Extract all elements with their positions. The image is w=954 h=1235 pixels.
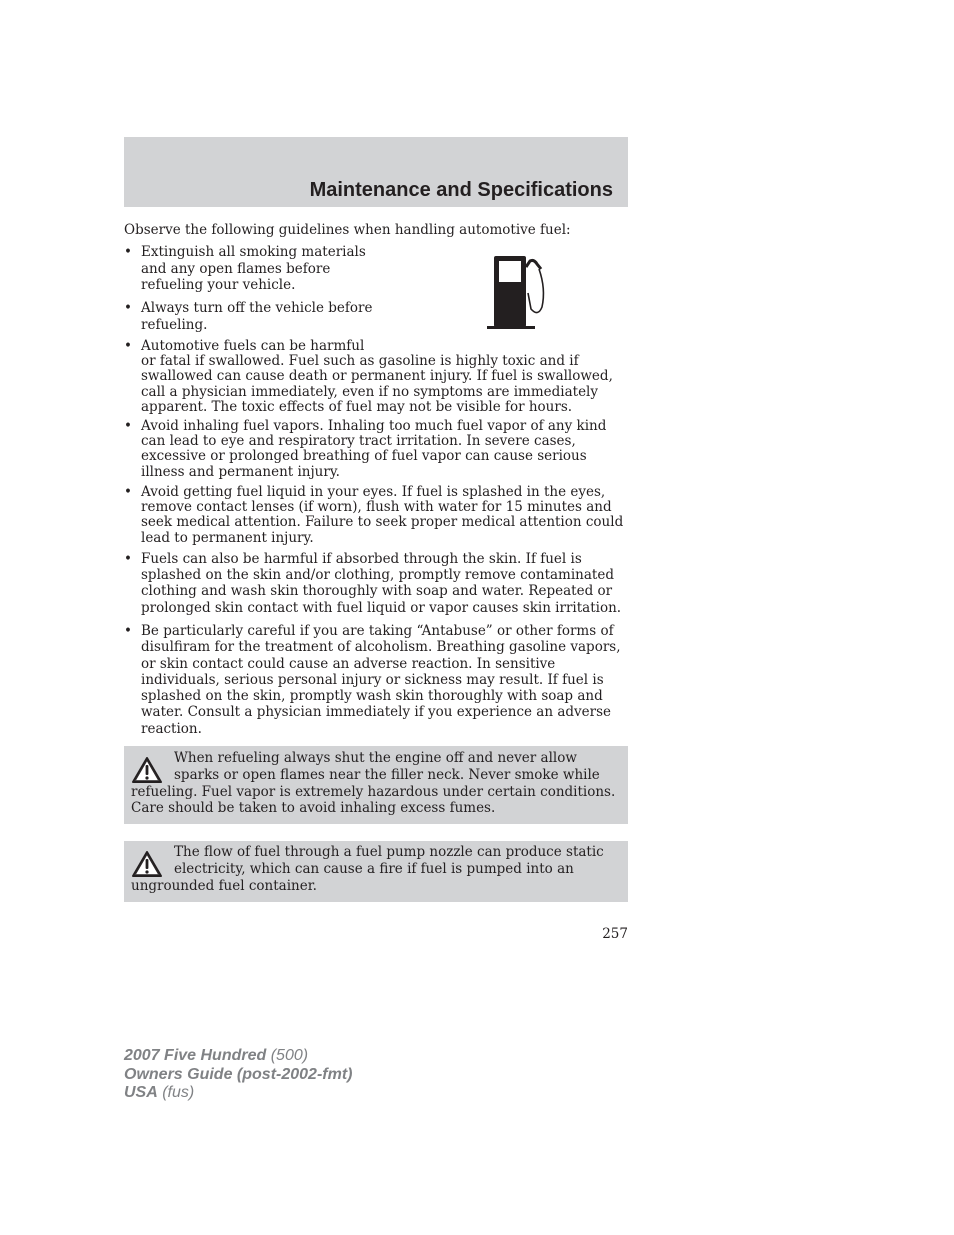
bullet-line: lead to permanent injury. xyxy=(141,529,314,546)
warning-text xyxy=(131,750,615,817)
bullet-item xyxy=(124,419,628,480)
bullet-text xyxy=(141,300,628,333)
warning-line: electricity, which can cause a fire if fuel is pumped into an xyxy=(174,860,574,877)
bullet-item xyxy=(124,485,628,546)
bullet-line: prolonged skin contact with fuel liquid or vapor causes skin irritation. xyxy=(141,599,622,616)
bullet-text xyxy=(141,244,628,294)
bullet-line: call a physician immediately, even if no symptoms are immediately xyxy=(141,383,599,400)
fuel-pump-icon xyxy=(486,255,548,331)
bullet-line: Fuels can also be harmful if absorbed through the skin. If fuel is xyxy=(141,551,582,567)
bullet-line: remove contact lenses (if worn), flush with water for 15 minutes and xyxy=(141,499,612,516)
warning-line: ungrounded fuel container. xyxy=(131,877,317,894)
section-header xyxy=(124,137,628,207)
bullet-line: Always turn off the vehicle before xyxy=(141,300,373,316)
bullet-line: Avoid getting fuel liquid in your eyes. If fuel is splashed in the eyes, xyxy=(141,484,606,500)
bullet-line: refueling your vehicle. xyxy=(141,277,296,293)
bullet-line: reaction. xyxy=(141,720,202,737)
bullet-marker: • xyxy=(124,338,132,354)
warning-line: sparks or open flames near the filler neck. Never smoke while xyxy=(174,766,600,783)
page-number: 257 xyxy=(602,926,628,942)
bullet-item xyxy=(124,339,628,415)
bullet-line: clothing and wash skin thoroughly with soap and water. Repeated or xyxy=(141,583,613,600)
bullet-item xyxy=(124,244,628,294)
warning-line: The flow of fuel through a fuel pump nozzle can produce static xyxy=(174,844,604,860)
footer-model: 2007 Five Hundred xyxy=(124,1047,267,1064)
bullet-text xyxy=(141,485,628,546)
section-title: Maintenance and Specifications xyxy=(309,179,613,201)
bullet-text xyxy=(141,339,628,415)
bullet-line: Avoid inhaling fuel vapors. Inhaling too much fuel vapor of any kind xyxy=(141,418,607,434)
bullet-item xyxy=(124,623,628,737)
warning-line: When refueling always shut the engine off and never allow xyxy=(174,750,577,766)
bullet-marker: • xyxy=(124,300,132,316)
warning-line: Care should be taken to avoid inhaling excess fumes. xyxy=(131,800,496,817)
bullet-item xyxy=(124,551,628,616)
bullet-marker: • xyxy=(124,623,132,639)
bullet-line: illness and permanent injury. xyxy=(141,463,340,480)
intro-text: Observe the following guidelines when handling automotive fuel: xyxy=(124,222,571,238)
footer-market: USA xyxy=(124,1084,158,1101)
bullet-marker: • xyxy=(124,418,132,434)
bullet-line: Be particularly careful if you are taking “Antabuse” or other forms of xyxy=(141,623,614,639)
bullet-line: seek medical attention. Failure to seek proper medical attention could xyxy=(141,514,624,531)
bullet-marker: • xyxy=(124,244,132,260)
bullet-line: water. Consult a physician immediately if you experience an adverse xyxy=(141,704,611,721)
bullet-text xyxy=(141,419,628,480)
bullet-line: and any open flames before xyxy=(141,260,331,277)
warning-box xyxy=(124,841,628,902)
bullet-line: or fatal if swallowed. Fuel such as gasoline is highly toxic and if xyxy=(141,353,579,370)
bullet-marker: • xyxy=(124,551,132,567)
bullet-item xyxy=(124,300,628,333)
bullet-line: swallowed can cause death or permanent injury. If fuel is swallowed, xyxy=(141,368,613,385)
bullet-line: apparent. The toxic effects of fuel may not be visible for hours. xyxy=(141,398,573,415)
footer-model-code: (500) xyxy=(266,1047,309,1064)
warning-text xyxy=(131,844,604,894)
bullet-line: refueling. xyxy=(141,316,208,333)
footer-market-code: (fus) xyxy=(157,1084,195,1101)
bullet-line: or skin contact could cause an adverse reaction. In sensitive xyxy=(141,655,556,672)
bullet-line: can lead to eye and respiratory tract irritation. In severe cases, xyxy=(141,433,576,450)
bullet-line: excessive or prolonged breathing of fuel vapor can cause serious xyxy=(141,448,587,465)
bullet-line: Automotive fuels can be harmful xyxy=(141,338,365,354)
bullet-line: Extinguish all smoking materials xyxy=(141,244,366,260)
bullet-text xyxy=(141,551,628,616)
bullet-line: disulfiram for the treatment of alcoholism. Breathing gasoline vapors, xyxy=(141,639,621,656)
bullet-line: individuals, serious personal injury or sickness may result. If fuel is xyxy=(141,671,604,688)
footer-guide: Owners Guide (post-2002-fmt) xyxy=(124,1065,353,1083)
warning-line: refueling. Fuel vapor is extremely hazardous under certain conditions. xyxy=(131,783,616,800)
footer xyxy=(124,1047,352,1103)
bullet-line: splashed on the skin and/or clothing, promptly remove contaminated xyxy=(141,567,614,584)
bullet-line: splashed on the skin, promptly wash skin thoroughly with soap and xyxy=(141,688,603,705)
warning-box xyxy=(124,746,628,824)
bullet-marker: • xyxy=(124,484,132,500)
bullet-text xyxy=(141,623,628,737)
